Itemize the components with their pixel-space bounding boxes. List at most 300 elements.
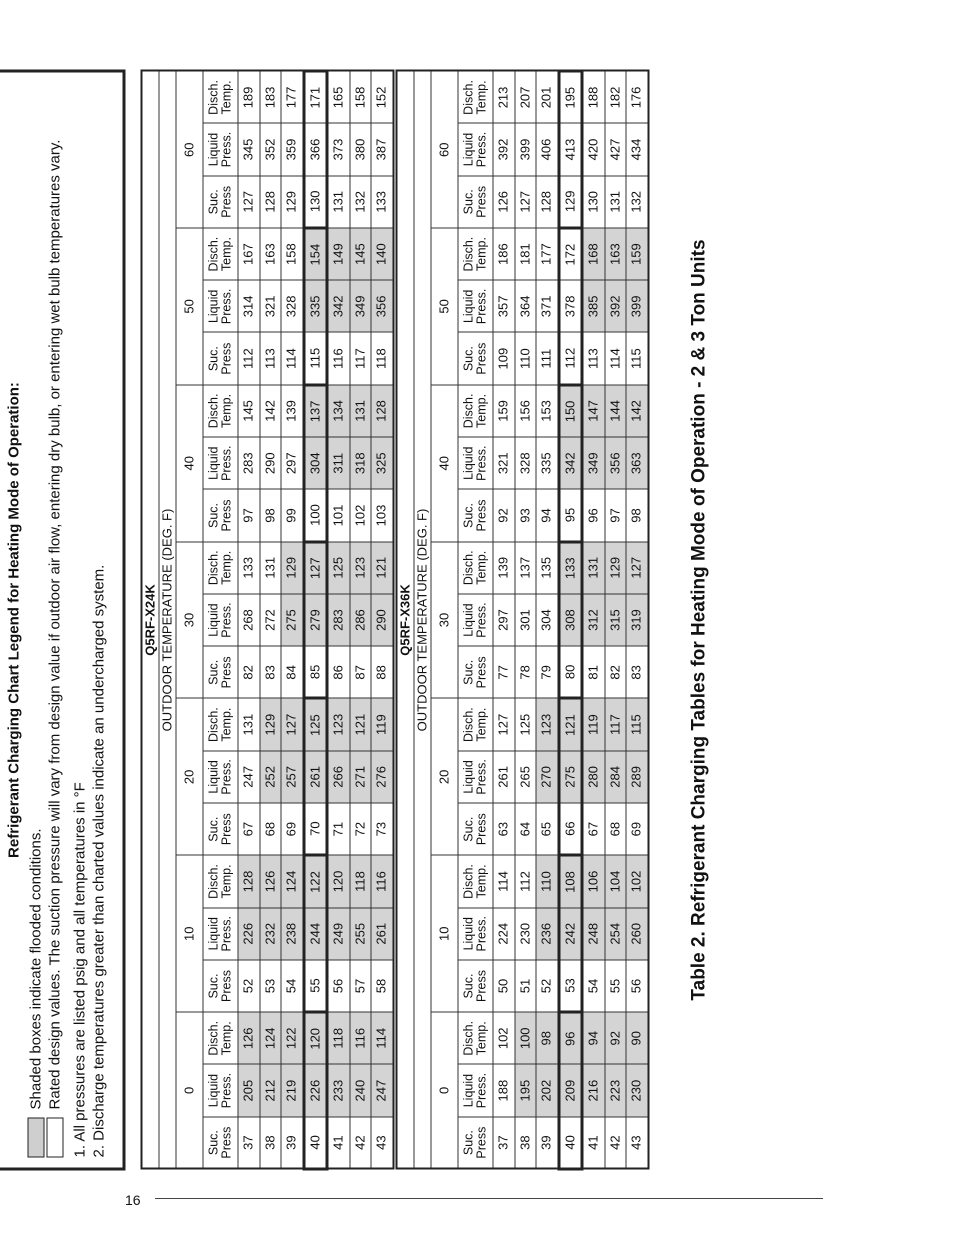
table-cell: 342: [559, 437, 583, 489]
table-row: [493, 71, 515, 1169]
col-header: Disch. Temp.: [203, 71, 238, 123]
table-cell: 247: [371, 1064, 393, 1116]
table-cell: 68: [260, 803, 282, 855]
table-cell: 232: [260, 908, 282, 960]
col-header: Liquid Press.: [203, 280, 238, 332]
table-cell: 37: [238, 1117, 260, 1169]
table-cell: 186: [493, 228, 515, 280]
table-cell: 82: [238, 646, 260, 698]
col-header: Liquid Press.: [203, 123, 238, 175]
col-header: Suc. Press: [203, 1117, 238, 1169]
table-cell: 399: [515, 123, 537, 175]
footer-rule: [155, 1198, 823, 1199]
table-cell: 98: [260, 489, 282, 541]
col-header: Suc. Press: [203, 489, 238, 541]
charging-table-x24k: [141, 70, 395, 1171]
table-cell: 108: [559, 855, 583, 907]
table-cell: 104: [605, 855, 627, 907]
col-header: Liquid Press.: [203, 437, 238, 489]
table-cell: 39: [281, 1117, 304, 1169]
table-cell: 56: [626, 960, 648, 1012]
table-cell: 119: [582, 698, 605, 750]
col-header: Liquid Press.: [458, 437, 493, 489]
col-header: Disch. Temp.: [458, 855, 493, 907]
table-cell: 314: [238, 280, 260, 332]
table-cell: 226: [238, 908, 260, 960]
table-cell: 158: [281, 228, 304, 280]
table-cell: 420: [582, 123, 605, 175]
table-cell: 100: [515, 1012, 537, 1064]
col-header: Disch. Temp.: [458, 542, 493, 594]
table-cell: 165: [327, 71, 350, 123]
table-cell: 205: [238, 1064, 260, 1116]
col-header: Disch. Temp.: [203, 1012, 238, 1064]
table-cell: 152: [371, 71, 393, 123]
table-cell: 356: [371, 280, 393, 332]
table-cell: 366: [304, 123, 328, 175]
col-header: Disch. Temp.: [203, 385, 238, 437]
table-cell: 41: [327, 1117, 350, 1169]
table-cell: 399: [626, 280, 648, 332]
table-cell: 171: [304, 71, 328, 123]
table-cell: 118: [371, 333, 393, 385]
table-cell: 321: [493, 437, 515, 489]
table-cell: 311: [327, 437, 350, 489]
table-cell: 359: [281, 123, 304, 175]
temp-group-50: 50: [431, 228, 458, 385]
table-cell: 120: [304, 1012, 328, 1064]
table-cell: 121: [559, 698, 583, 750]
table-cell: 312: [582, 594, 605, 646]
table-cell: 275: [559, 751, 583, 803]
table-cell: 106: [582, 855, 605, 907]
table-cell: 207: [515, 71, 537, 123]
table-cell: 270: [536, 751, 559, 803]
table-cell: 129: [605, 542, 627, 594]
table-cell: 123: [350, 542, 372, 594]
table-cell: 127: [515, 176, 537, 228]
table-cell: 236: [536, 908, 559, 960]
col-header: Liquid Press.: [203, 908, 238, 960]
table-cell: 230: [626, 1064, 648, 1116]
table-cell: 167: [238, 228, 260, 280]
table-cell: 101: [327, 489, 350, 541]
table-cell: 129: [281, 542, 304, 594]
table-cell: 116: [350, 1012, 372, 1064]
table-cell: 125: [515, 698, 537, 750]
table-cell: 115: [626, 698, 648, 750]
col-header: Liquid Press.: [458, 751, 493, 803]
table-cell: 58: [371, 960, 393, 1012]
temp-group-row: [431, 71, 458, 1169]
table-cell: 43: [626, 1117, 648, 1169]
temp-group-10: 10: [431, 855, 458, 1012]
table-cell: 126: [493, 176, 515, 228]
table-cell: 280: [582, 751, 605, 803]
table-cell: 373: [327, 123, 350, 175]
rated-swatch: [47, 1118, 64, 1158]
table-cell: 102: [626, 855, 648, 907]
table-cell: 149: [327, 228, 350, 280]
table-cell: 201: [536, 71, 559, 123]
col-header: Suc. Press: [203, 176, 238, 228]
table-cell: 116: [327, 333, 350, 385]
table-cell: 120: [327, 855, 350, 907]
table-cell: 131: [327, 176, 350, 228]
table-cell: 371: [536, 280, 559, 332]
table-cell: 79: [536, 646, 559, 698]
table-cell: 230: [515, 908, 537, 960]
col-header: Disch. Temp.: [458, 385, 493, 437]
table-cell: 123: [327, 698, 350, 750]
table-cell: 139: [281, 385, 304, 437]
table-cell: 113: [582, 333, 605, 385]
table-cell: 189: [238, 71, 260, 123]
column-header-row: [458, 71, 493, 1169]
table-cell: 128: [260, 176, 282, 228]
col-header: Liquid Press.: [458, 123, 493, 175]
model-name: Q5RF-X24K: [142, 71, 160, 1169]
table-row: [605, 71, 627, 1169]
table-cell: 260: [626, 908, 648, 960]
col-header: Disch. Temp.: [203, 542, 238, 594]
table-cell: 275: [281, 594, 304, 646]
table-cell: 301: [515, 594, 537, 646]
table-cell: 290: [260, 437, 282, 489]
table-cell: 268: [238, 594, 260, 646]
table-cell: 142: [626, 385, 648, 437]
table-cell: 41: [582, 1117, 605, 1169]
table-cell: 335: [304, 280, 328, 332]
col-header: Suc. Press: [458, 646, 493, 698]
table-row: [327, 71, 350, 1169]
table-cell: 279: [304, 594, 328, 646]
table-cell: 124: [260, 1012, 282, 1064]
table-cell: 254: [605, 908, 627, 960]
table-cell: 66: [559, 803, 583, 855]
table-cell: 255: [350, 908, 372, 960]
table-cell: 111: [536, 333, 559, 385]
table-cell: 238: [281, 908, 304, 960]
table-cell: 72: [350, 803, 372, 855]
table-cell: 40: [304, 1117, 328, 1169]
table-cell: 135: [536, 542, 559, 594]
charging-table-x36k: [396, 70, 650, 1171]
table-cell: 284: [605, 751, 627, 803]
table-cell: 247: [238, 751, 260, 803]
table-cell: 183: [260, 71, 282, 123]
col-header: Suc. Press: [203, 646, 238, 698]
table-cell: 112: [238, 333, 260, 385]
table-cell: 53: [260, 960, 282, 1012]
table-row: [559, 71, 583, 1169]
table-cell: 427: [605, 123, 627, 175]
table-cell: 56: [327, 960, 350, 1012]
col-header: Liquid Press.: [458, 1064, 493, 1116]
table-cell: 286: [350, 594, 372, 646]
table-cell: 130: [582, 176, 605, 228]
table-cell: 283: [327, 594, 350, 646]
table-cell: 94: [582, 1012, 605, 1064]
legend-shaded-row: [27, 83, 46, 1158]
col-header: Suc. Press: [203, 960, 238, 1012]
col-header: Disch. Temp.: [458, 228, 493, 280]
table-cell: 99: [281, 489, 304, 541]
table-cell: 98: [536, 1012, 559, 1064]
table-cell: 172: [559, 228, 583, 280]
temp-group-0: 0: [431, 1012, 458, 1169]
table-cell: 290: [371, 594, 393, 646]
table-cell: 297: [493, 594, 515, 646]
col-header: Liquid Press.: [458, 280, 493, 332]
table-cell: 153: [536, 385, 559, 437]
table-cell: 131: [350, 385, 372, 437]
table-cell: 121: [371, 542, 393, 594]
table-cell: 249: [327, 908, 350, 960]
table-cell: 96: [582, 489, 605, 541]
table-row: [350, 71, 372, 1169]
table-cell: 168: [582, 228, 605, 280]
col-header: Liquid Press.: [458, 594, 493, 646]
table-cell: 181: [515, 228, 537, 280]
table-cell: 96: [559, 1012, 583, 1064]
table-cell: 131: [260, 542, 282, 594]
col-header: Disch. Temp.: [203, 228, 238, 280]
table-cell: 356: [605, 437, 627, 489]
table-cell: 145: [238, 385, 260, 437]
table-cell: 150: [559, 385, 583, 437]
table-cell: 261: [371, 908, 393, 960]
table-cell: 127: [238, 176, 260, 228]
col-header: Disch. Temp.: [458, 698, 493, 750]
table-row: [260, 71, 282, 1169]
table-cell: 73: [371, 803, 393, 855]
table-cell: 110: [536, 855, 559, 907]
outdoor-temp-label: OUTDOOR TEMPERATURE (DEG. F): [159, 71, 176, 1169]
table-cell: 80: [559, 646, 583, 698]
table-cell: 64: [515, 803, 537, 855]
table-cell: 297: [281, 437, 304, 489]
table-cell: 195: [559, 71, 583, 123]
table-cell: 357: [493, 280, 515, 332]
col-header: Suc. Press: [458, 1117, 493, 1169]
col-header: Liquid Press.: [203, 1064, 238, 1116]
table-cell: 137: [515, 542, 537, 594]
table-cell: 325: [371, 437, 393, 489]
table-cell: 216: [582, 1064, 605, 1116]
table-cell: 115: [626, 333, 648, 385]
table-cell: 158: [350, 71, 372, 123]
table-cell: 128: [371, 385, 393, 437]
table-cell: 378: [559, 280, 583, 332]
table-cell: 127: [304, 542, 328, 594]
table-cell: 133: [559, 542, 583, 594]
table-cell: 132: [626, 176, 648, 228]
model-row: [397, 71, 415, 1169]
table-cell: 114: [605, 333, 627, 385]
table-cell: 54: [582, 960, 605, 1012]
table-cell: 118: [350, 855, 372, 907]
table-cell: 139: [493, 542, 515, 594]
table-cell: 224: [493, 908, 515, 960]
temp-group-30: 30: [431, 542, 458, 699]
table-cell: 67: [238, 803, 260, 855]
table-row: [238, 71, 260, 1169]
table-cell: 140: [371, 228, 393, 280]
table-cell: 119: [371, 698, 393, 750]
table-cell: 130: [304, 176, 328, 228]
table-cell: 68: [605, 803, 627, 855]
table-cell: 304: [304, 437, 328, 489]
legend-rated-row: [46, 83, 65, 1158]
table-cell: 112: [559, 333, 583, 385]
rotated-page-content: [0, 64, 761, 1171]
table-cell: 142: [260, 385, 282, 437]
temp-group-20: 20: [176, 698, 203, 855]
table-cell: 88: [371, 646, 393, 698]
col-header: Suc. Press: [458, 333, 493, 385]
table-cell: 112: [515, 855, 537, 907]
col-header: Disch. Temp.: [203, 855, 238, 907]
table-cell: 63: [493, 803, 515, 855]
temp-group-10: 10: [176, 855, 203, 1012]
table-cell: 156: [515, 385, 537, 437]
table-cell: 177: [536, 228, 559, 280]
table-cell: 97: [605, 489, 627, 541]
table-cell: 271: [350, 751, 372, 803]
table-cell: 261: [304, 751, 328, 803]
legend-shaded-text: Shaded boxes indicate flooded conditions.: [27, 828, 45, 1110]
table-cell: 77: [493, 646, 515, 698]
table-cell: 37: [493, 1117, 515, 1169]
shaded-swatch: [28, 1118, 45, 1158]
table-cell: 102: [493, 1012, 515, 1064]
column-header-row: [203, 71, 238, 1169]
table-cell: 219: [281, 1064, 304, 1116]
table-cell: 52: [238, 960, 260, 1012]
table-cell: 43: [371, 1117, 393, 1169]
temp-group-row: [176, 71, 203, 1169]
table-cell: 55: [304, 960, 328, 1012]
table-cell: 147: [582, 385, 605, 437]
table-cell: 387: [371, 123, 393, 175]
model-row: [142, 71, 160, 1169]
table-cell: 213: [493, 71, 515, 123]
table-cell: 289: [626, 751, 648, 803]
temp-group-30: 30: [176, 542, 203, 699]
table-cell: 116: [371, 855, 393, 907]
table-caption: Table 2. Refrigerant Charging Tables for Heating Mode of Operation - 2 & 3 Ton Units: [688, 239, 710, 1001]
table-cell: 328: [515, 437, 537, 489]
table-cell: 261: [493, 751, 515, 803]
table-cell: 176: [626, 71, 648, 123]
table-cell: 86: [327, 646, 350, 698]
table-cell: 97: [238, 489, 260, 541]
table-cell: 195: [515, 1064, 537, 1116]
table-row: [626, 71, 648, 1169]
table-cell: 131: [582, 542, 605, 594]
table-cell: 67: [582, 803, 605, 855]
temp-group-60: 60: [176, 71, 203, 228]
table-cell: 114: [493, 855, 515, 907]
table-cell: 69: [281, 803, 304, 855]
table-cell: 159: [493, 385, 515, 437]
table-cell: 52: [536, 960, 559, 1012]
col-header: Disch. Temp.: [203, 698, 238, 750]
table-cell: 133: [371, 176, 393, 228]
table-cell: 129: [260, 698, 282, 750]
table-cell: 84: [281, 646, 304, 698]
table-cell: 392: [493, 123, 515, 175]
table-cell: 134: [327, 385, 350, 437]
table-cell: 38: [515, 1117, 537, 1169]
table-cell: 127: [281, 698, 304, 750]
table-cell: 98: [626, 489, 648, 541]
outdoor-label-row: [159, 71, 176, 1169]
temp-group-40: 40: [176, 385, 203, 542]
table-cell: 65: [536, 803, 559, 855]
temp-group-40: 40: [431, 385, 458, 542]
table-cell: 131: [605, 176, 627, 228]
temp-group-20: 20: [431, 698, 458, 855]
table-cell: 128: [238, 855, 260, 907]
table-cell: 51: [515, 960, 537, 1012]
table-cell: 202: [536, 1064, 559, 1116]
table-cell: 182: [605, 71, 627, 123]
table-cell: 266: [327, 751, 350, 803]
table-row: [536, 71, 559, 1169]
table-cell: 85: [304, 646, 328, 698]
table-row: [304, 71, 328, 1169]
table-cell: 124: [281, 855, 304, 907]
model-name: Q5RF-X36K: [397, 71, 415, 1169]
table-row: [582, 71, 605, 1169]
temp-group-0: 0: [176, 1012, 203, 1169]
table-cell: 364: [515, 280, 537, 332]
table-cell: 345: [238, 123, 260, 175]
table-cell: 90: [626, 1012, 648, 1064]
table-cell: 349: [582, 437, 605, 489]
table-cell: 50: [493, 960, 515, 1012]
col-header: Liquid Press.: [458, 908, 493, 960]
table-cell: 133: [238, 542, 260, 594]
table-cell: 83: [260, 646, 282, 698]
temp-group-50: 50: [176, 228, 203, 385]
table-cell: 248: [582, 908, 605, 960]
table-cell: 283: [238, 437, 260, 489]
table-cell: 121: [350, 698, 372, 750]
table-cell: 276: [371, 751, 393, 803]
table-row: [371, 71, 393, 1169]
table-cell: 244: [304, 908, 328, 960]
table-cell: 55: [605, 960, 627, 1012]
col-header: Suc. Press: [458, 176, 493, 228]
table-cell: 125: [327, 542, 350, 594]
table-cell: 92: [493, 489, 515, 541]
table-cell: 226: [304, 1064, 328, 1116]
table-cell: 392: [605, 280, 627, 332]
table-row: [515, 71, 537, 1169]
table-cell: 233: [327, 1064, 350, 1116]
table-cell: 78: [515, 646, 537, 698]
table-cell: 69: [626, 803, 648, 855]
table-cell: 70: [304, 803, 328, 855]
table-cell: 82: [605, 646, 627, 698]
table-cell: 81: [582, 646, 605, 698]
table-cell: 159: [626, 228, 648, 280]
table-cell: 318: [350, 437, 372, 489]
table-cell: 342: [327, 280, 350, 332]
